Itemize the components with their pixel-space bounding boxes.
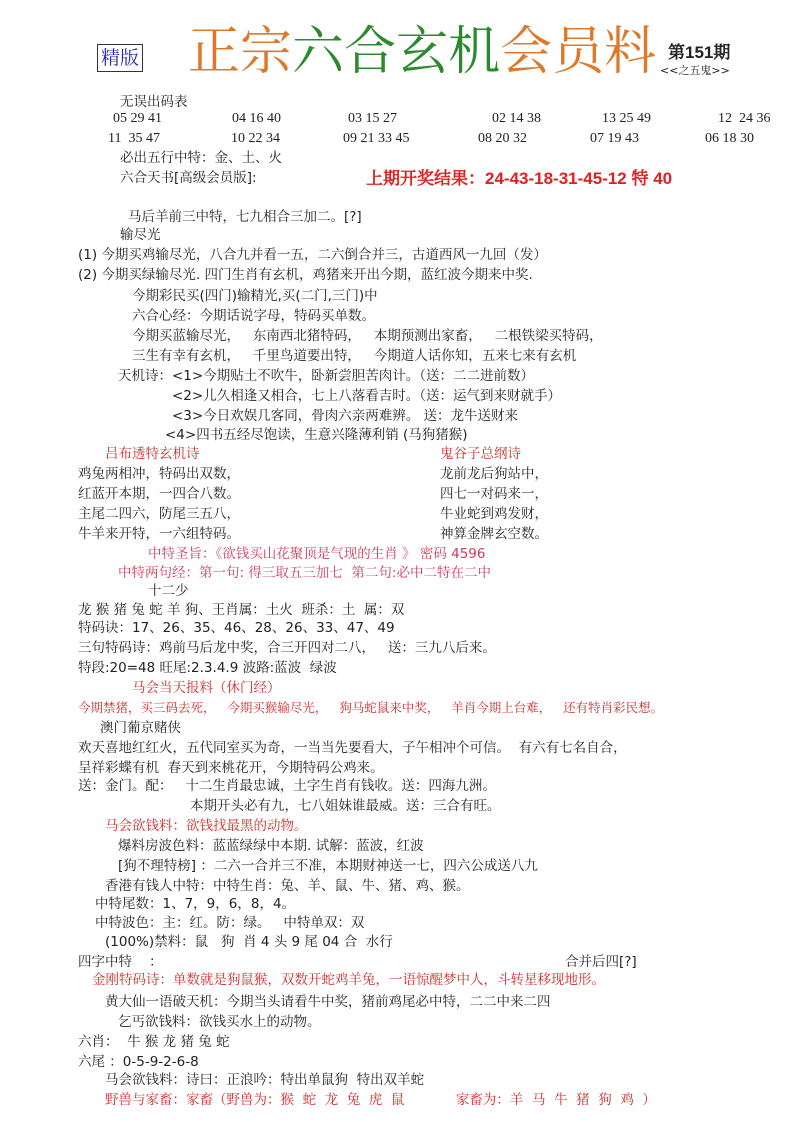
poem-line: 龙前龙后狗站中， xyxy=(440,466,548,482)
number-group: 12 24 36 xyxy=(718,111,771,126)
text-line: 中特尾数：1、7，9，6，8，4。 xyxy=(95,896,296,912)
text-line: 三句特码诗：鸡前马后龙中奖，合三开四对二八， 送：三九八后来。 xyxy=(78,640,496,656)
title-char: 玄 xyxy=(396,22,449,82)
text-line: 马会欲钱料：诗曰：正浪吟：特出单鼠狗 特出双羊蛇 xyxy=(105,1072,425,1088)
section-heading: 马会当天报料（休门经） xyxy=(132,680,281,696)
poem-line: 牛羊来开特，一六组特码。 xyxy=(78,526,240,542)
poem-line: 鸡兔两相冲，特码出双数， xyxy=(78,466,240,482)
text-line: 六肖： 牛 猴 龙 猪 兔 蛇 xyxy=(78,1034,230,1050)
text-line: 六尾 ：0-5-9-2-6-8 xyxy=(78,1054,199,1070)
text-line: <4>四书五经尽饱读，生意兴隆薄利销 (马狗猪猴) xyxy=(165,427,468,443)
text-line: (1) 今期买鸡输尽光，八合九并看一五，二六倒合并三，古道西风一九回（发） xyxy=(78,247,547,263)
edition-badge: 精版 xyxy=(97,44,143,72)
text-line: (100%)禁料：鼠 狗 肖 4 头 9 尾 04 合 水行 xyxy=(105,934,393,950)
text-line: 乞丐欲钱料：欲钱买水上的动物。 xyxy=(118,1014,321,1030)
title-char: 员 xyxy=(552,22,605,82)
number-group: 13 25 49 xyxy=(602,111,651,126)
text-line: 龙 猴 猪 兔 蛇 羊 狗、王肖属：土火 班杀：土 属：双 xyxy=(78,602,405,618)
number-group: 11 35 47 xyxy=(108,131,160,146)
number-group: 06 18 30 xyxy=(705,131,754,146)
number-group: 10 22 34 xyxy=(231,131,280,146)
text-line: 六合天书[高级会员版]: xyxy=(120,170,257,186)
text-line: 三生有幸有玄机， 千里鸟道要出特， 今期道人话你知，五来七来有玄机 xyxy=(132,348,577,364)
text-line: 金刚特码诗：单数就是狗鼠猴，双数开蛇鸡羊兔，一语惊醒梦中人，斗转星移现地形。 xyxy=(92,972,605,988)
poem-line: 主尾二四六，防尾三五八， xyxy=(78,506,240,522)
text-line: 今期买蓝输尽光， 东南西北猪特码， 本期预测出家畜， 二根铁梁买特码， xyxy=(132,328,603,344)
title-char: 会 xyxy=(500,22,553,82)
number-group: 04 16 40 xyxy=(232,111,281,126)
number-group: 03 15 27 xyxy=(348,111,397,126)
poem-line: 神算金牌玄空数。 xyxy=(440,526,548,542)
text-line: 今期禁猪，买三码去死， 今期买猴输尽光， 狗马蛇鼠来中奖， 羊肖今期上台难， 还有特肖彩民想。 xyxy=(78,700,664,715)
number-group: 08 20 32 xyxy=(478,131,527,146)
text-line: 黄大仙一语破天机：今期当头请看牛中奖，猪前鸡尾必中特，二二中来二四 xyxy=(105,994,551,1010)
section-heading: 马会欲钱料：欲钱找最黑的动物。 xyxy=(105,818,308,834)
text-line: 十二少 xyxy=(148,583,189,599)
issue-number: 第151期 xyxy=(668,43,731,62)
text-line: 四字中特 ： xyxy=(78,954,163,970)
text-line: [狗不理特榜] ：二六一合并三不准，本期财神送一七，四六公成送八九 xyxy=(118,858,538,874)
issue-subtitle: <<之五鬼>> xyxy=(660,64,730,77)
last-draw-result: 上期开奖结果：24-43-18-31-45-12 特 40 xyxy=(366,169,673,188)
title-char: 合 xyxy=(344,22,397,82)
text-line: 六合心经：今期话说字母，特码买单数。 xyxy=(132,308,375,324)
text-line: 中特两句经：第一句: 得三取五三加七 第二句:必中二特在二中 xyxy=(118,565,491,581)
title-char: 机 xyxy=(448,22,501,82)
text-line: 马后羊前三中特，七九相合三加二。[?] xyxy=(128,209,362,225)
text-line: 今期彩民买(四门)输精光,买(二门,三门)中 xyxy=(132,288,378,304)
number-group: 05 29 41 xyxy=(113,111,162,126)
title-char: 六 xyxy=(292,22,345,82)
text-line: 合并后四[?] xyxy=(565,954,637,970)
text-line: 特段:20=48 旺尾:2.3.4.9 波路:蓝波 绿波 xyxy=(78,660,337,676)
text-line: 爆料房波色料：蓝蓝绿绿中本期. 试解：蓝波，红波 xyxy=(118,838,424,854)
table-title: 无误出码表 xyxy=(120,94,188,110)
text-line: 输尽光 xyxy=(120,227,161,243)
text-line: 呈祥彩蝶有机 春天到来桃花开，今期特码公鸡来。 xyxy=(78,760,384,776)
text-line: 本期开头必有九，七八姐妹谁最威。送：三合有旺。 xyxy=(190,798,501,814)
poem-line: 四七一对码来一， xyxy=(440,486,548,502)
page-title xyxy=(188,22,656,82)
number-group: 07 19 43 xyxy=(590,131,639,146)
text-line: 欢天喜地红红火，五代同室买为奇，一当当先要看大，子午相冲个可信。 有六有七名自合， xyxy=(78,740,627,756)
poem-line: 牛业蛇到鸡发财， xyxy=(440,506,548,522)
title-char: 正 xyxy=(188,22,241,82)
section-heading: 鬼谷子总纲诗 xyxy=(440,446,521,462)
text-line: 天机诗：<1>今期贴土不吹牛，卧新尝胆苦肉计。（送：二二进前数） xyxy=(118,368,534,384)
poem-line: 红蓝开本期，一四合八数。 xyxy=(78,486,240,502)
section-heading: 吕布透特玄机诗 xyxy=(105,446,200,462)
text-line: (2) 今期买绿输尽光. 四门生肖有玄机，鸡猪来开出今期，蓝红波今期来中奖. xyxy=(78,267,533,283)
text-line: 中特波色：主：红。防：绿。 中特单双：双 xyxy=(95,915,365,931)
text-line: 送：金门。配： 十二生肖最忠诚，土字生肖有钱收。送：四海九洲。 xyxy=(78,778,496,794)
text-line: 必出五行中特：金、土、火 xyxy=(120,150,282,166)
text-line: 特码诀：17、26、35、46、28、26、33、47、49 xyxy=(78,620,395,636)
text-line: 中特圣旨：《欲钱买山花聚顶是气现的生肖 》 密码 4596 xyxy=(148,546,486,562)
text-line: 野兽与家畜：家畜（野兽为：猴 蛇 龙 兔 虎 鼠 家畜为：羊 马 牛 猪 狗 鸡 ） xyxy=(105,1092,656,1108)
number-group: 09 21 33 45 xyxy=(343,131,410,146)
text-line: 香港有钱人中特：中特生肖：兔、羊、鼠、牛、猪、鸡、猴。 xyxy=(105,878,470,894)
title-char: 料 xyxy=(604,22,657,82)
number-group: 02 14 38 xyxy=(492,111,541,126)
text-line: <2>儿久相逢又相合，七上八落看吉时。（送：运气到来财就手） xyxy=(172,388,561,404)
text-line: <3>今日欢娱几客同，骨肉六亲两难辨。 送：龙牛送财来 xyxy=(172,408,519,424)
title-char: 宗 xyxy=(240,22,293,82)
section-heading: 澳门葡京赌侠 xyxy=(100,720,181,736)
